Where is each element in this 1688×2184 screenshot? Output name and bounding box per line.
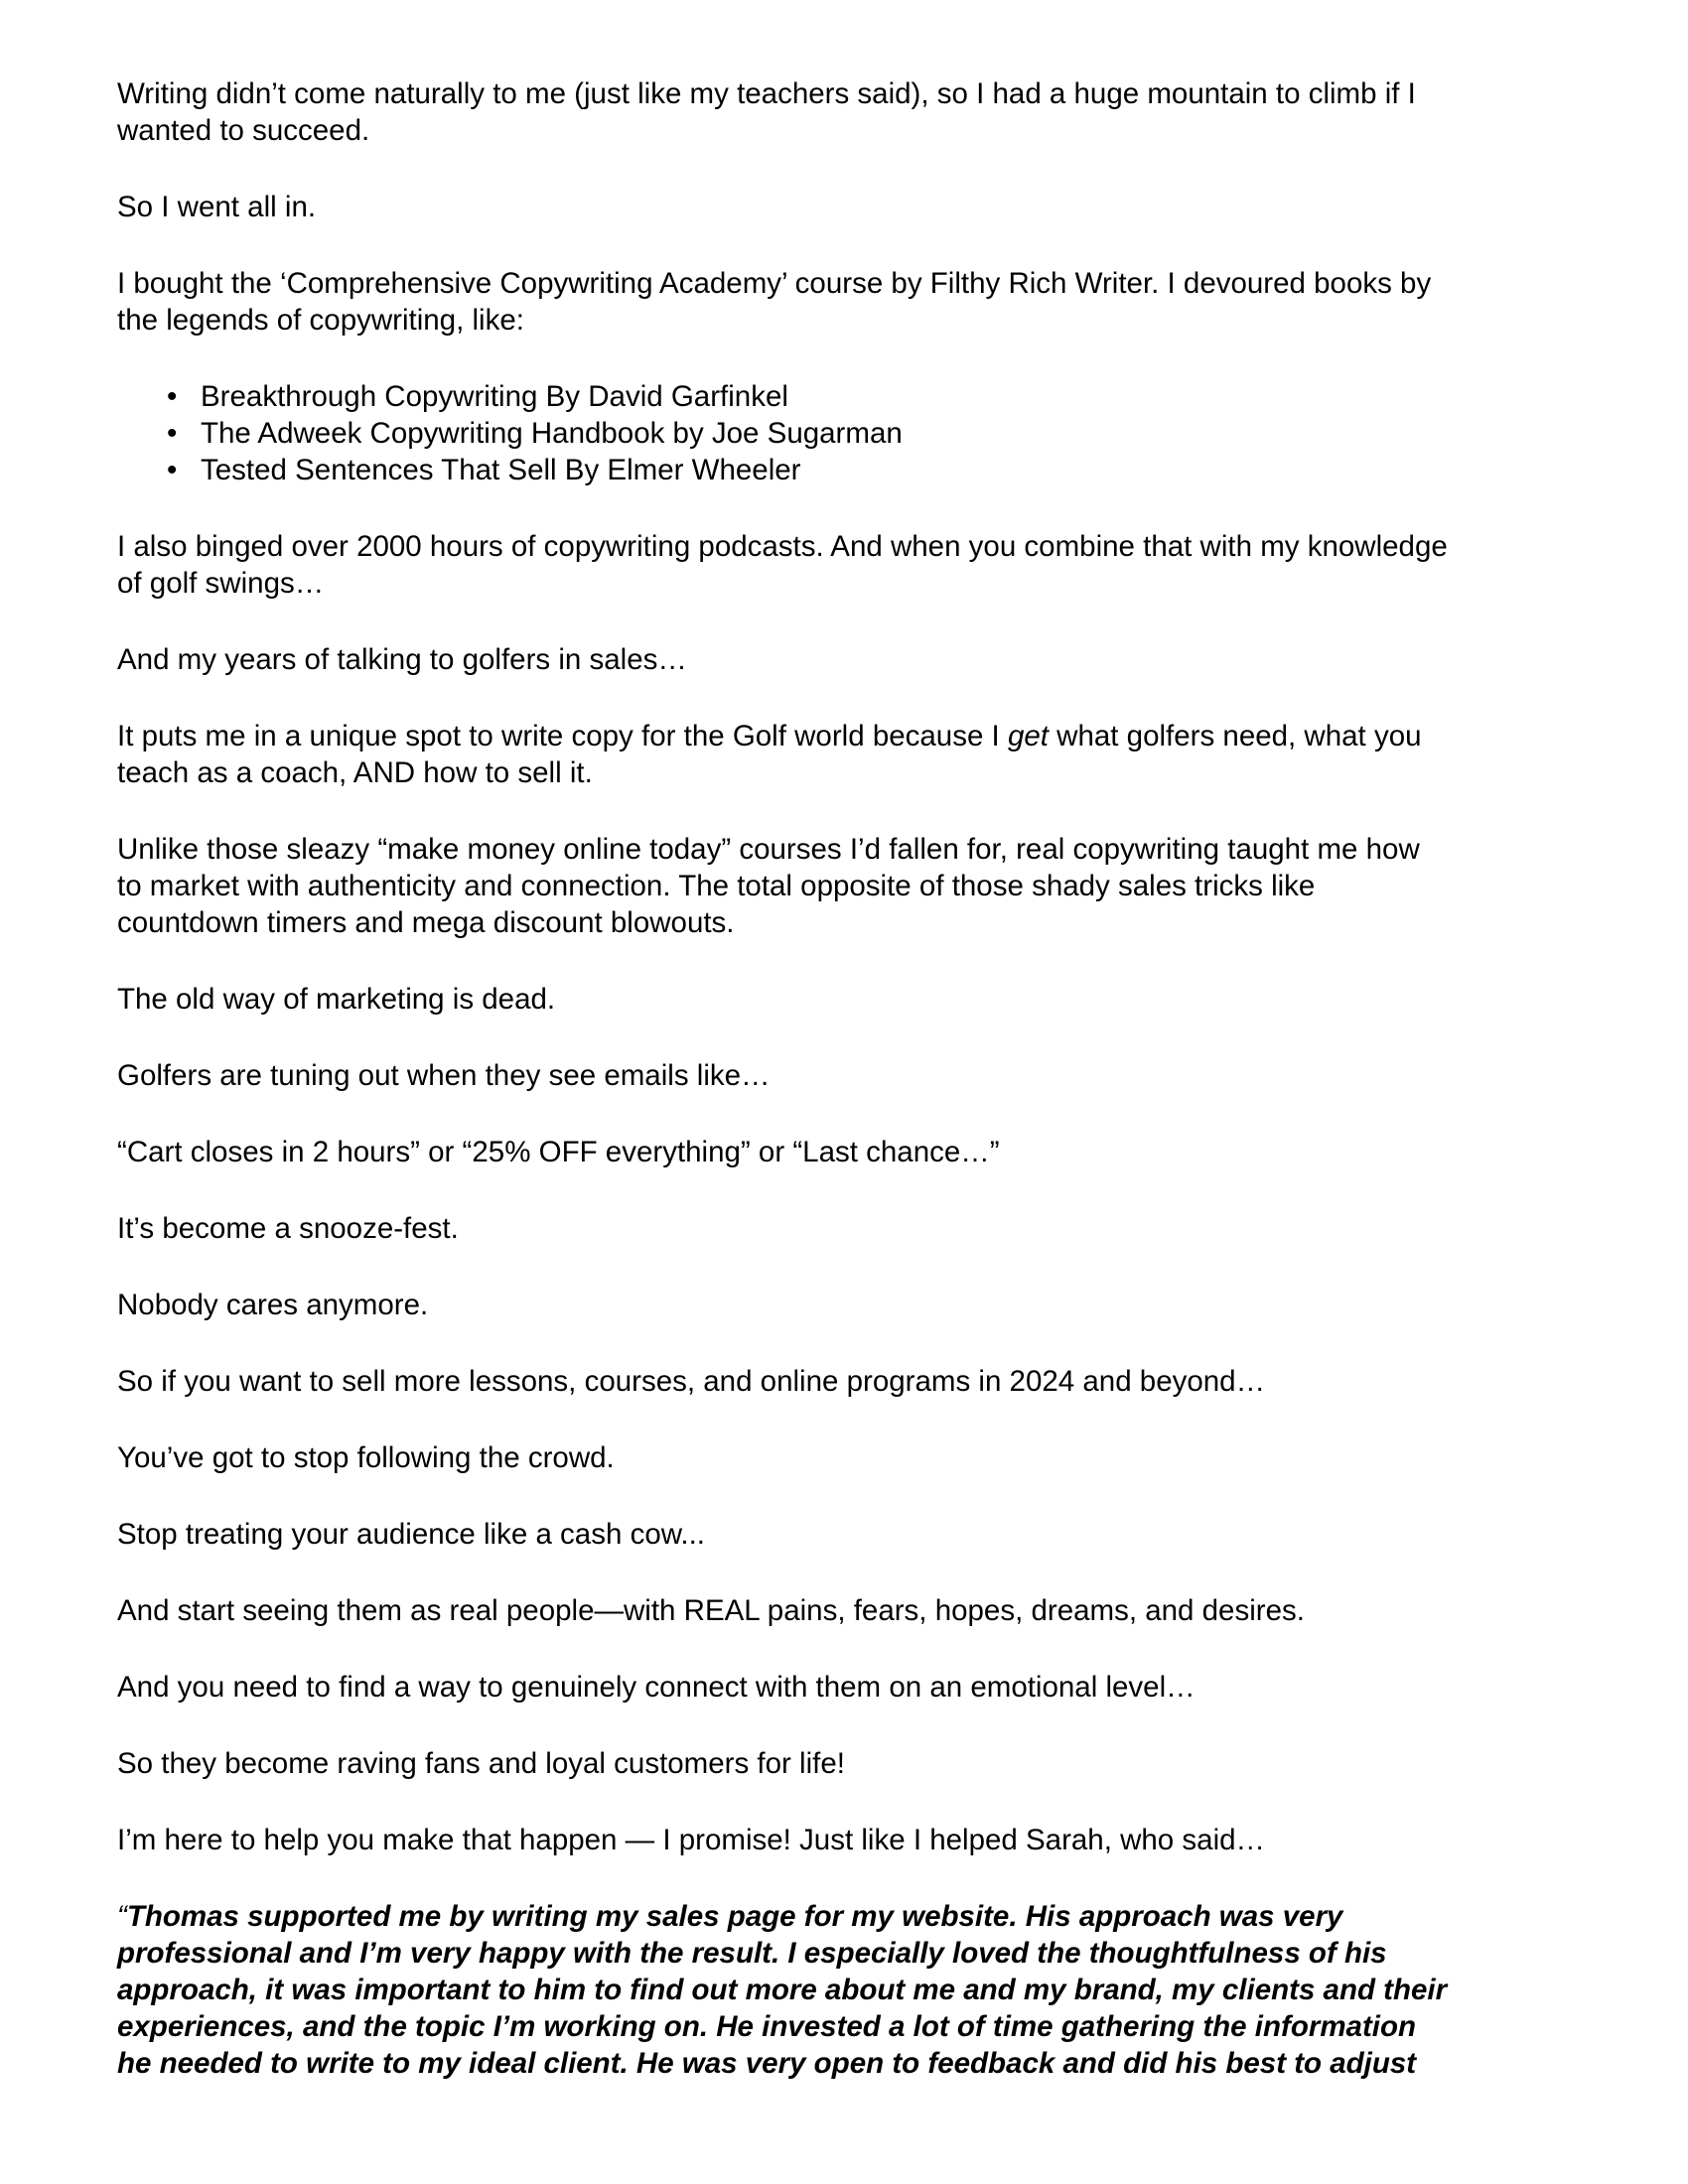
paragraph-cash-cow: Stop treating your audience like a cash cow... — [117, 1518, 705, 1551]
list-item: • The Adweek Copywriting Handbook by Joe Sugarman — [201, 415, 1448, 452]
testimonial-quote — [117, 1898, 1448, 2082]
paragraph-years-in-sales: And my years of talking to golfers in sales… — [117, 643, 687, 676]
text-segment: It puts me in a unique spot to write copy for the Golf world because I — [117, 720, 1008, 752]
paragraph-promise: I’m here to help you make that happen — I promise! Just like I helped Sarah, who said… — [117, 1824, 1266, 1856]
paragraph-podcasts: I also binged over 2000 hours of copywriting podcasts. And when you combine that with my knowledge of golf swings… — [117, 530, 1448, 600]
list-item: • Tested Sentences That Sell By Elmer Wheeler — [201, 452, 1448, 488]
document-body — [117, 75, 1448, 2121]
paragraph-unlike-sleazy: Unlike those sleazy “make money online today” courses I’d fallen for, real copywriting taught me how to market with authenticity and connection. The total opposite of those shady sales tricks like countdown timers and mega discount blowouts. — [117, 833, 1420, 939]
open-quote-mark: “ — [117, 1900, 127, 1933]
paragraph-email-examples: “Cart closes in 2 hours” or “25% OFF everything” or “Last chance…” — [117, 1136, 1000, 1168]
paragraph-raving-fans: So they become raving fans and loyal customers for life! — [117, 1747, 845, 1780]
text-segment: what golfers need, what you teach as a coach, AND how to sell it. — [117, 720, 1422, 789]
emphasis-get: get — [1007, 720, 1049, 752]
paragraph-old-way-dead: The old way of marketing is dead. — [117, 983, 556, 1016]
list-item: • Breakthrough Copywriting By David Garfinkel — [201, 378, 1448, 415]
book-list — [117, 378, 1448, 488]
paragraph-real-people: And start seeing them as real people—with REAL pains, fears, hopes, dreams, and desires. — [117, 1594, 1305, 1627]
paragraph-bought-course: I bought the ‘Comprehensive Copywriting Academy’ course by Filthy Rich Writer. I devoured books by the legends of copywriting, like: — [117, 267, 1432, 337]
paragraph-tuning-out: Golfers are tuning out when they see emails like… — [117, 1059, 771, 1092]
paragraph-writing-struggle: Writing didn’t come naturally to me (just like my teachers said), so I had a huge mountain to climb if I wanted to succeed. — [117, 77, 1416, 147]
paragraph-sell-more: So if you want to sell more lessons, courses, and online programs in 2024 and beyond… — [117, 1365, 1266, 1398]
paragraph-snooze-fest: It’s become a snooze-fest. — [117, 1212, 459, 1245]
paragraph-went-all-in: So I went all in. — [117, 191, 317, 223]
paragraph-nobody-cares: Nobody cares anymore. — [117, 1289, 429, 1321]
paragraph-emotional-level: And you need to find a way to genuinely connect with them on an emotional level… — [117, 1671, 1196, 1704]
paragraph-stop-following: You’ve got to stop following the crowd. — [117, 1441, 615, 1474]
testimonial-text: Thomas supported me by writing my sales page for my website. His approach was very professional and I’m very happy with the result. I especially loved the thoughtfulness of his approach, it was important to him to find out more about me and my brand, my clients and their experiences, and the topic I’m working on. He invested a lot of time gathering the information he needed to write to my ideal client. He was very open to feedback and did his best to adjust — [117, 1900, 1448, 2080]
paragraph-unique-spot — [117, 718, 1448, 791]
